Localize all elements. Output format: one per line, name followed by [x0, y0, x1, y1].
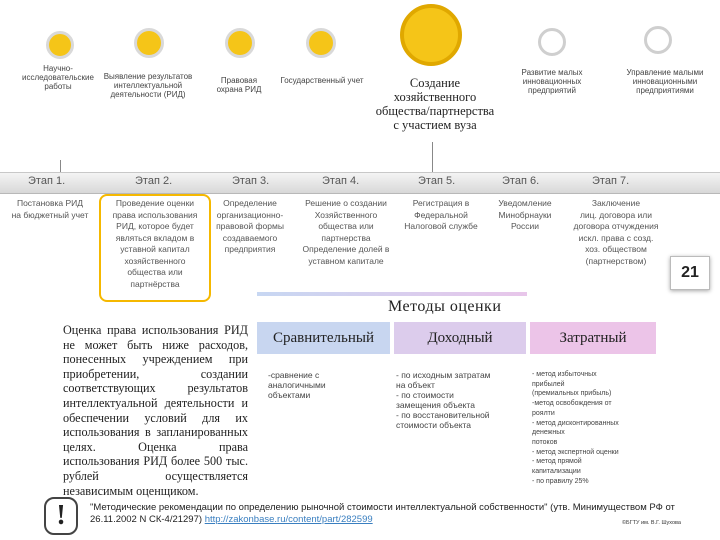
page-number: 21 [670, 256, 710, 290]
exclamation-icon: ! [44, 497, 78, 535]
stage-7-circle [644, 26, 672, 54]
stage-7-label: Управление малыми инновационными предприятиями [626, 68, 704, 95]
stage-5-description: Регистрация в Федеральной Налоговой службе [404, 198, 478, 231]
stage-2-label: Выявление результатов интеллектуальной деятельности (РИД) [103, 72, 193, 99]
connector-line [432, 142, 433, 172]
method-comparative: Сравнительный [257, 322, 390, 354]
cost-method-list: - метод избыточных прибылей (премиальных прибыль) -метод освобождения от роялти - метод дисконтированных денежных потоков - метод экспертной оценки - метод прямой капитализации - по правилу 25% [532, 371, 619, 485]
stage-6-circle [538, 28, 566, 56]
valuation-paragraph: Оценка права использования РИД не может быть ниже расходов, понесенных учреждением при приобретении, создании соответствующих результатов интеллектуальной деятельности и обеспечении условий для их использования в запланированных целях. Оценка права использования РИД более 500 тыс. рублей осуществляется независимым оценщиком. [63, 323, 248, 498]
stage-3-description: Определение организационно- правовой формы создаваемого предприятия [216, 198, 284, 254]
stage-4-circle [306, 28, 336, 58]
footer-credit: ©БГТУ им. В.Г. Шухова [622, 520, 681, 526]
stage-6-description: Уведомление Минобрнауки России [498, 198, 552, 231]
stage-title-2: Этап 2. [135, 175, 173, 187]
stage-title-6: Этап 6. [502, 175, 540, 187]
stage-title-7: Этап 7. [592, 175, 630, 187]
stage-2-circle [134, 28, 164, 58]
stage-4-label: Государственный учет [280, 76, 364, 85]
methods-title: Методы оценки [388, 298, 502, 315]
stage-4-description: Решение о создании Хозяйственного общества или партнерства Определение долей в уставном капитале [302, 198, 390, 266]
methods-divider-bar [257, 292, 527, 296]
footer-text: "Методические рекомендации по определению рыночной стоимости интеллектуальной собственности" (утв. Минимуществом РФ от 26.11.2002 N СК-4/21297) [90, 502, 675, 525]
stage-1-label: Научно- исследовательские работы [22, 64, 94, 91]
method-income: Доходный [394, 322, 526, 354]
comparative-method-list: -сравнение с аналогичными объектами [268, 370, 326, 400]
stage-5-label: Создание хозяйственного общества/партнерства с участием вуза [375, 76, 495, 132]
stage-3-label: Правовая охрана РИД [216, 76, 262, 94]
footer-link[interactable]: http://zakonbase.ru/content/part/282599 [204, 514, 373, 525]
stage-3-circle [225, 28, 255, 58]
stage-1-circle [46, 31, 74, 59]
stage-7-description: Заключение лиц. договора или договора отчуждения искл. права с созд. хоз. обществом (партнерством) [573, 198, 659, 266]
stage-6-label: Развитие малых инновационных предприятий [521, 68, 583, 95]
stage-title-1: Этап 1. [28, 175, 66, 187]
stage-5-circle [400, 4, 462, 66]
stage-title-3: Этап 3. [232, 175, 270, 187]
footer-reference [90, 502, 690, 526]
income-method-list: - по исходным затратам на объект - по стоимости замещения объекта - по восстановительной стоимости объекта [396, 370, 491, 430]
stage-1-description: Постановка РИД на бюджетный учет [11, 198, 89, 220]
stage-title-5: Этап 5. [418, 175, 456, 187]
stage-title-4: Этап 4. [322, 175, 360, 187]
connector-line [60, 160, 61, 172]
method-cost: Затратный [530, 322, 656, 354]
stage-2-description: Проведение оценки права использования РИД, которое будет являться вкладом в уставной капитал хозяйственного общества или партнёрства [112, 198, 198, 289]
